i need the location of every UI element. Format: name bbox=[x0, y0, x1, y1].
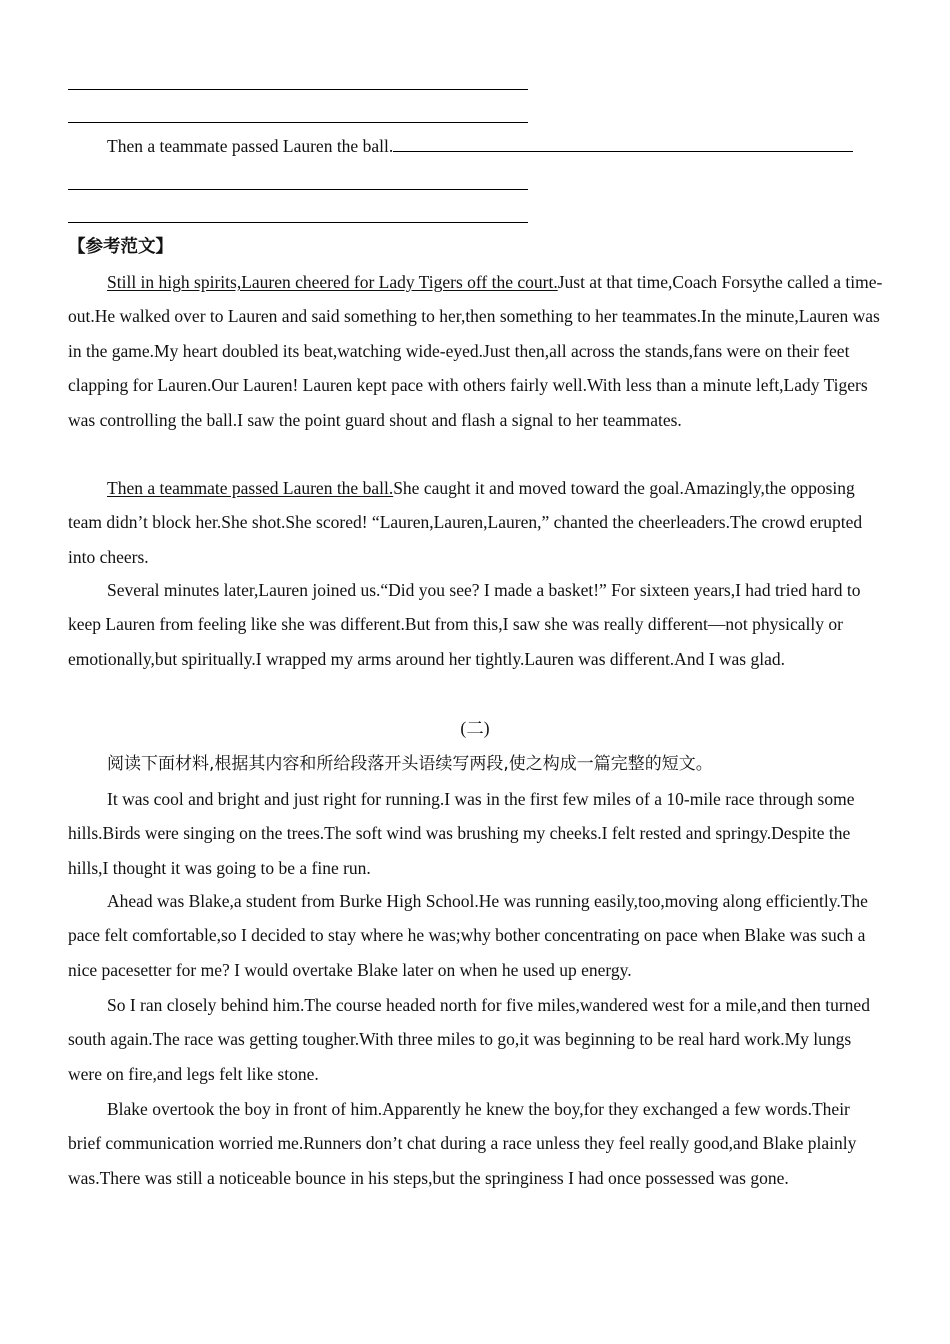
reference-heading: 【参考范文】 bbox=[68, 237, 173, 257]
answer-blank-line bbox=[68, 89, 528, 90]
paragraph-opening-text: Then a teammate passed Lauren the ball. bbox=[107, 136, 394, 156]
story-paragraph-4: Blake overtook the boy in front of him.Apparently he knew the boy,for they exchanged a few words.Their brief communication worried me.Runners don’t chat during a race unless they feel really good,and Blake plainly was.There was still a noticeable bounce in his steps,but the springiness I had once possessed was gone. bbox=[68, 1099, 857, 1188]
answer-blank-line bbox=[68, 222, 528, 223]
paragraph-opening-line bbox=[68, 129, 884, 163]
paragraph-opening-underlined: Then a teammate passed Lauren the ball. bbox=[107, 478, 394, 498]
story-paragraph-2: Ahead was Blake,a student from Burke High School.He was running easily,too,moving along efficiently.The pace felt comfortable,so I decided to stay where he was;why bother concentrating on pace when Blake was such a nice pacesetter for me? I would overtake Blake later on when he used up energy. bbox=[68, 891, 868, 980]
reference-paragraph-2 bbox=[68, 471, 884, 574]
paragraph-body: Just at that time,Coach Forsythe called a time-out.He walked over to Lauren and said something to her,then something to her teammates.In the minute,Lauren was in the game.My heart doubled its beat,watching wide-eyed.Just then,all across the stands,fans were on their feet clapping for Lauren.Our Lauren! Lauren kept pace with others fairly well.With less than a minute left,Lady Tigers was controlling the ball.I saw the point guard shout and flash a signal to her teammates. bbox=[68, 272, 883, 430]
paragraph-opening-underlined: Still in high spirits,Lauren cheered for Lady Tigers off the court. bbox=[107, 272, 558, 292]
answer-blank-line bbox=[393, 137, 853, 152]
task-instruction: 阅读下面材料,根据其内容和所给段落开头语续写两段,使之构成一篇完整的短文。 bbox=[107, 754, 713, 774]
story-paragraph-1: It was cool and bright and just right for running.I was in the first few miles of a 10-mile race through some hills.Birds were singing on the trees.The soft wind was brushing my cheeks.I felt rested and springy.Despite the hills,I thought it was going to be a fine run. bbox=[68, 789, 855, 878]
reference-paragraph-3: Several minutes later,Lauren joined us.“Did you see? I made a basket!” For sixteen years,I had tried hard to keep Lauren from feeling like she was different.But from this,I saw she was really different—not physically or emotionally,but spiritually.I wrapped my arms around her tightly.Lauren was different.And I was glad. bbox=[68, 580, 861, 669]
section-number: (二) bbox=[460, 718, 490, 738]
answer-blank-line bbox=[68, 122, 528, 123]
story-paragraph-3: So I ran closely behind him.The course headed north for five miles,wandered west for a mile,and then turned south again.The race was getting tougher.With three miles to go,it was beginning to be real hard work.My lungs were on fire,and legs felt like stone. bbox=[68, 995, 870, 1084]
answer-blank-line bbox=[68, 189, 528, 190]
reference-paragraph-1 bbox=[68, 265, 884, 437]
paragraph-body: She caught it and moved toward the goal.Amazingly,the opposing team didn’t block her.She shot.She scored! “Lauren,Lauren,Lauren,” chanted the cheerleaders.The crowd erupted into cheers. bbox=[68, 478, 863, 567]
